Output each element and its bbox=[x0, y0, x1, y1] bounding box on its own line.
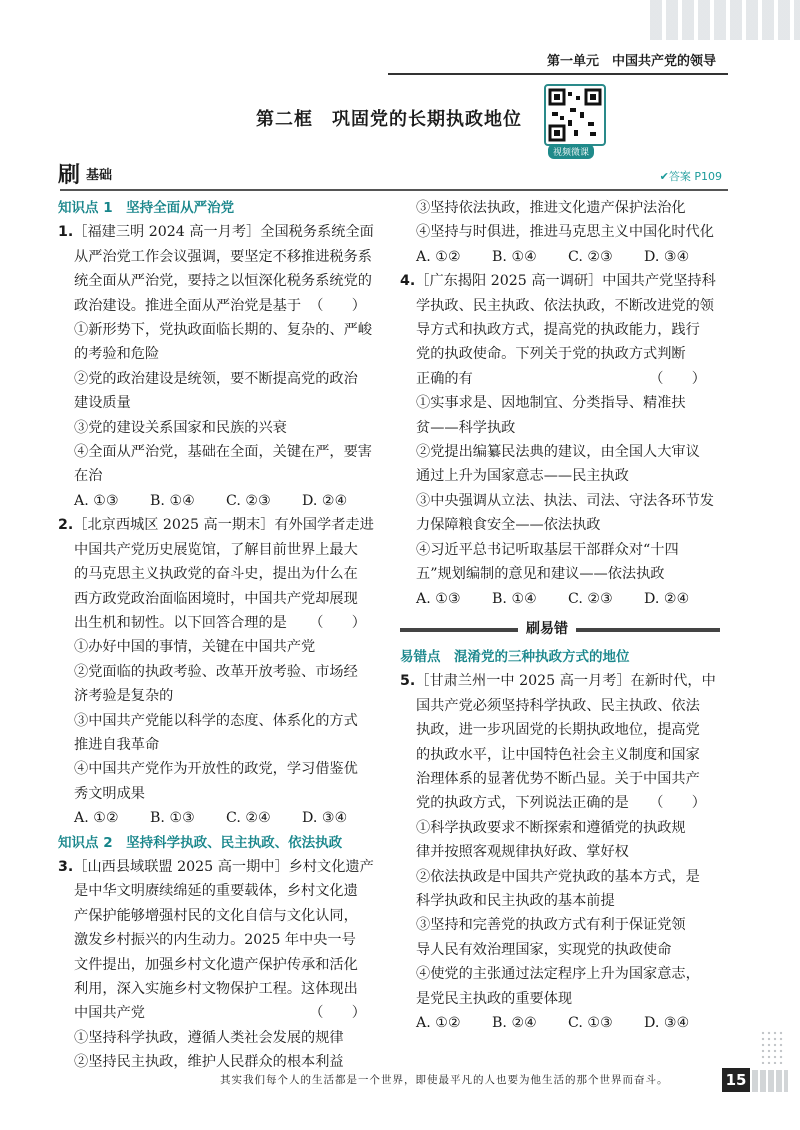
option-line: ②党的政治建设是统领，要不断提高党的政治 bbox=[74, 370, 358, 387]
corner-decoration bbox=[650, 0, 800, 40]
option-line: ③坚持和完善党的执政方式有利于保证党领 bbox=[416, 917, 686, 934]
option-line: 建设质量 bbox=[74, 395, 131, 412]
option-line: 律并按照客观规律执好政、掌好权 bbox=[416, 844, 629, 861]
qr-code-icon[interactable] bbox=[544, 84, 606, 146]
question-number: 5. bbox=[400, 673, 416, 690]
option-line: ③坚持依法执政，推进文化遗产保护法治化 bbox=[416, 200, 686, 216]
stem-line: 中国共产党历史展览馆，了解目前世界上最大 bbox=[74, 541, 358, 558]
answer-choices bbox=[400, 1011, 720, 1035]
choice-d[interactable]: D. ②④ bbox=[302, 492, 348, 509]
option-line: 的考验和危险 bbox=[74, 346, 160, 363]
choice-d[interactable]: D. ③④ bbox=[302, 810, 348, 827]
stem-line: 政治建设。推进全面从严治党是基于 bbox=[74, 297, 302, 314]
stem-line: 统全面从严治党，要持之以恒深化税务系统党的 bbox=[74, 273, 372, 290]
answer-choices bbox=[58, 806, 380, 830]
brush-basic-label: 基础 bbox=[86, 168, 113, 183]
check-icon: ✔ bbox=[659, 170, 669, 183]
knowledge-point-2: 知识点 2 坚持科学执政、民主执政、依法执政 bbox=[58, 834, 343, 851]
brush-logo: 刷 bbox=[58, 162, 81, 188]
question-number: 3. bbox=[58, 858, 74, 875]
option-line: ④使党的主张通过法定程序上升为国家意志， bbox=[416, 966, 700, 983]
stem-line: 文件提出，加强乡村文化遗产保护传承和活化 bbox=[74, 956, 358, 973]
question-number: 1. bbox=[58, 224, 74, 241]
choice-d[interactable]: D. ②④ bbox=[644, 590, 690, 607]
answer-blank[interactable]: （ ） bbox=[649, 370, 706, 387]
option-line: ④习近平总书记听取基层干部群众对“十四 bbox=[416, 541, 679, 558]
stem-line: 学执政、民主执政、依法执政，不断改进党的领 bbox=[416, 297, 714, 314]
choice-d[interactable]: D. ③④ bbox=[644, 1015, 690, 1031]
option-line: ②坚持民主执政，维护人民群众的根本利益 bbox=[74, 1054, 344, 1071]
stem-line: 治理体系的显著优势不断凸显。关于中国共产 bbox=[416, 770, 700, 787]
stem-line: ［北京西城区 2025 高一期末］有外国学者走进 bbox=[73, 517, 374, 534]
answer-reference bbox=[660, 168, 722, 184]
footer-dot-pattern bbox=[760, 1030, 784, 1064]
option-line: ④中国共产党作为开放性的政党，学习借鉴优 bbox=[74, 761, 358, 778]
choice-a[interactable]: A. ①② bbox=[74, 810, 119, 827]
option-line: 是党民主执政的重要体现 bbox=[416, 990, 573, 1007]
stem-line: 从严治党工作会议强调，要坚定不移推进税务系 bbox=[74, 248, 372, 265]
option-line: ④坚持与时俱进，推进马克思主义中国化时代化 bbox=[416, 224, 714, 241]
stem-line: 是中华文明赓续绵延的重要载体，乡村文化遗 bbox=[74, 883, 358, 900]
choice-a[interactable]: A. ①③ bbox=[74, 492, 119, 509]
option-line: 力保障粮食安全——依法执政 bbox=[416, 517, 601, 534]
page-number-decoration bbox=[752, 1070, 788, 1092]
error-prone-section-header bbox=[400, 617, 720, 641]
section-rule bbox=[60, 189, 728, 191]
option-line: 秀文明成果 bbox=[74, 785, 145, 802]
choice-c[interactable]: C. ②③ bbox=[568, 248, 613, 265]
option-line: 推进自我革命 bbox=[74, 736, 160, 753]
choice-a[interactable]: A. ①② bbox=[416, 1015, 461, 1031]
stem-line: 的执政水平，让中国特色社会主义制度和国家 bbox=[416, 746, 700, 763]
choice-b[interactable]: B. ①④ bbox=[492, 248, 537, 265]
question-3 bbox=[58, 855, 380, 1075]
stem-line: 国共产党必须坚持科学执政、民主执政、依法 bbox=[416, 697, 700, 714]
option-line: 五”规划编制的意见和建议——依法执政 bbox=[416, 566, 665, 583]
option-line: ②依法执政是中国共产党执政的基本方式，是 bbox=[416, 868, 700, 885]
lesson-title: 第二框 巩固党的长期执政地位 bbox=[256, 109, 522, 130]
left-column bbox=[58, 196, 380, 1075]
option-line: ①实事求是、因地制宜、分类指导、精准扶 bbox=[416, 395, 686, 412]
answer-blank[interactable]: （ ） bbox=[309, 1005, 366, 1022]
stem-line: 正确的有 bbox=[416, 370, 473, 387]
unit-header: 第一单元 中国共产党的领导 bbox=[546, 54, 716, 69]
option-line: 通过上升为国家意志——民主执政 bbox=[416, 468, 629, 485]
choice-b[interactable]: B. ①④ bbox=[492, 590, 537, 607]
choice-c[interactable]: C. ①③ bbox=[568, 1015, 613, 1031]
option-line: 济考验是复杂的 bbox=[74, 688, 174, 705]
stem-line: 的马克思主义执政党的奋斗史，提出为什么在 bbox=[74, 566, 358, 583]
question-3-continued bbox=[400, 196, 720, 269]
option-line: ①新形势下，党执政面临长期的、复杂的、严峻 bbox=[74, 322, 372, 339]
stem-line: 利用，深入实施乡村文物保护工程。这体现出 bbox=[74, 981, 358, 997]
option-line: ①坚持科学执政，遵循人类社会发展的规律 bbox=[74, 1029, 344, 1046]
question-2 bbox=[58, 513, 380, 830]
choice-c[interactable]: C. ②④ bbox=[226, 810, 271, 827]
stem-line: ［山西县域联盟 2025 高一期中］乡村文化遗产 bbox=[73, 858, 374, 875]
header-rule bbox=[388, 73, 728, 75]
option-line: 贫——科学执政 bbox=[416, 419, 516, 436]
option-line: ②党面临的执政考验、改革开放考验、市场经 bbox=[74, 663, 358, 680]
stem-line: ［广东揭阳 2025 高一调研］中国共产党坚持科 bbox=[415, 273, 716, 290]
stem-line: ［福建三明 2024 高一月考］全国税务系统全面 bbox=[73, 224, 374, 241]
stem-line: 党的执政使命。下列关于党的执政方式判断 bbox=[416, 346, 686, 363]
answer-page: 答案 P109 bbox=[668, 170, 722, 183]
right-column bbox=[400, 196, 720, 1035]
stem-line: 导方式和执政方式，提高党的执政能力，践行 bbox=[416, 322, 700, 339]
question-4 bbox=[400, 269, 720, 611]
question-number: 2. bbox=[58, 517, 74, 534]
question-number: 4. bbox=[400, 273, 416, 290]
answer-blank[interactable]: （ ） bbox=[649, 795, 706, 812]
choice-c[interactable]: C. ②③ bbox=[568, 590, 613, 607]
choice-b[interactable]: B. ②④ bbox=[492, 1015, 537, 1031]
error-point: 易错点 混淆党的三种执政方式的地位 bbox=[400, 648, 630, 665]
stem-line: 中国共产党 bbox=[74, 1005, 145, 1022]
option-line: 导人民有效治理国家，实现党的执政使命 bbox=[416, 941, 672, 958]
option-line: 科学执政和民主执政的基本前提 bbox=[416, 892, 615, 909]
stem-line: 出生机和韧性。以下回答合理的是 bbox=[74, 614, 287, 631]
answer-blank[interactable]: （ ） bbox=[309, 297, 366, 314]
footer-motto: 其实我们每个人的生活都是一个世界，即使最平凡的人也要为他生活的那个世界而奋斗。 bbox=[220, 1074, 669, 1086]
stem-line: 产保护能够增强村民的文化自信与文化认同， bbox=[74, 907, 358, 924]
stem-line: 西方政党政治面临困境时，中国共产党却展现 bbox=[74, 590, 358, 607]
page-number: 15 bbox=[722, 1068, 750, 1092]
choice-d[interactable]: D. ③④ bbox=[644, 248, 690, 265]
answer-blank[interactable]: （ ） bbox=[309, 614, 366, 631]
answer-choices bbox=[400, 245, 720, 269]
video-lesson-label[interactable]: 视频微课 bbox=[548, 144, 594, 159]
choice-a[interactable]: A. ①② bbox=[416, 248, 461, 265]
qr-pattern bbox=[546, 86, 604, 144]
choice-b[interactable]: B. ①④ bbox=[150, 492, 195, 509]
question-1 bbox=[58, 220, 380, 513]
stem-line: 执政，进一步巩固党的长期执政地位，提高党 bbox=[416, 722, 700, 739]
answer-choices bbox=[400, 587, 720, 611]
option-line: ③党的建设关系国家和民族的兴衰 bbox=[74, 419, 287, 436]
option-line: ③中央强调从立法、执法、司法、守法各环节发 bbox=[416, 492, 714, 509]
section-label: 刷易错 bbox=[518, 617, 576, 641]
option-line: ④全面从严治党，基础在全面，关键在严，要害在治 bbox=[74, 444, 372, 485]
answer-choices bbox=[58, 489, 380, 513]
question-5 bbox=[400, 669, 720, 1035]
option-line: ①科学执政要求不断探索和遵循党的执政规 bbox=[416, 819, 686, 836]
stem-line: 党的执政方式，下列说法正确的是 bbox=[416, 795, 629, 812]
option-line: ①办好中国的事情，关键在中国共产党 bbox=[74, 639, 316, 656]
option-line: ③中国共产党能以科学的态度、体系化的方式 bbox=[74, 712, 358, 729]
knowledge-point-1: 知识点 1 坚持全面从严治党 bbox=[58, 200, 235, 216]
stem-line: 激发乡村振兴的内生动力。2025 年中央一号 bbox=[74, 932, 356, 949]
choice-a[interactable]: A. ①③ bbox=[416, 590, 461, 607]
stem-line: ［甘肃兰州一中 2025 高一月考］在新时代，中 bbox=[415, 673, 716, 690]
option-line: ②党提出编纂民法典的建议，由全国人大审议 bbox=[416, 444, 700, 461]
choice-b[interactable]: B. ①③ bbox=[150, 810, 195, 827]
choice-c[interactable]: C. ②③ bbox=[226, 492, 271, 509]
